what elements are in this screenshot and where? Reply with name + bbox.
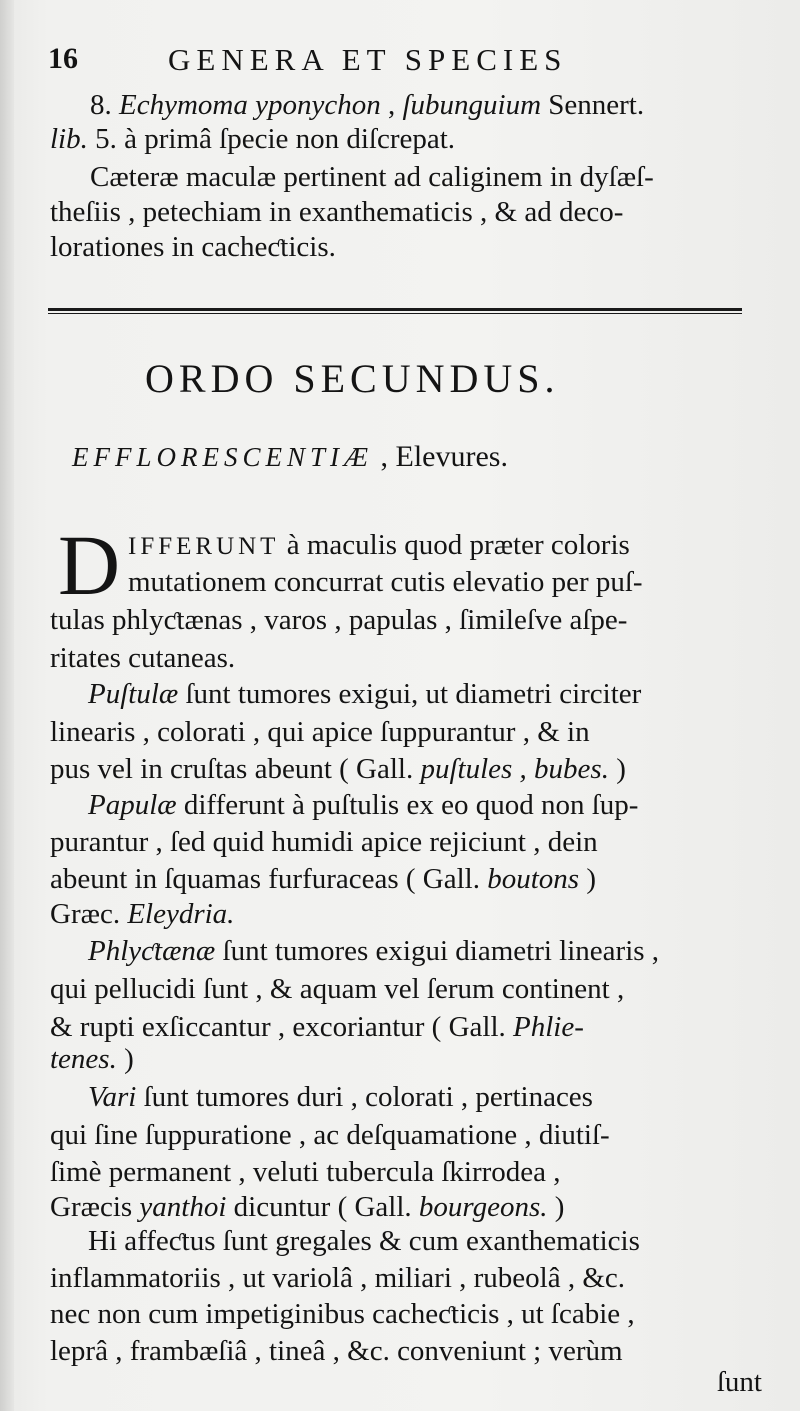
section-subtitle [72, 440, 508, 474]
page-number: 16 [48, 42, 78, 75]
subtitle-french: , Elevures. [373, 440, 508, 473]
text-line: pus vel in cruſtas abeunt ( Gall. puſtules , bubes. ) [50, 753, 626, 785]
text-line: lorationes in cacheƈticis. [50, 231, 336, 263]
text-line: purantur , ſed quid humidi apice rejiciunt , dein [50, 826, 598, 858]
running-title: GENERA ET SPECIES [168, 42, 568, 77]
text-line: linearis , colorati , qui apice ſuppurantur , & in [50, 716, 590, 748]
catchword: ſunt [716, 1366, 762, 1398]
text-line: abeunt in ſquamas furfuraceas ( Gall. boutons ) [50, 863, 597, 895]
text-line: tulas phlyƈtænas , varos , papulas , ſimileſve aſpe- [50, 604, 628, 636]
text-line: Cæteræ maculæ pertinent ad caliginem in dyſæſ- [90, 161, 654, 193]
text-line: Vari ſunt tumores duri , colorati , pertinaces [88, 1081, 593, 1113]
page-edge-shadow [0, 0, 14, 1411]
section-title: ORDO SECUNDUS. [145, 356, 560, 401]
text-line: Puſtulæ ſunt tumores exigui, ut diametri circiter [88, 678, 642, 710]
text-line: tenes. ) [50, 1043, 134, 1075]
text-line: Hi affeƈtus ſunt gregales & cum exanthematicis [88, 1225, 640, 1257]
text-line: Phlyƈtænæ ſunt tumores exigui diametri linearis , [88, 935, 660, 967]
drop-cap: D [58, 517, 121, 613]
text-line: Græc. Eleydria. [50, 898, 235, 930]
text-line: inflammatoriis , ut variolâ , miliari , rubeolâ , &c. [50, 1262, 626, 1294]
section-divider-rule [48, 308, 742, 314]
running-head [48, 42, 760, 82]
text-line: Græcis yanthoi dicuntur ( Gall. bourgeons. ) [50, 1191, 565, 1223]
text-line: 8. Echymoma yponychon , ſubunguium Sennert. [90, 89, 645, 121]
text-line: qui ſine ſuppuratione , ac deſquamatione , diutiſ- [50, 1119, 610, 1151]
text-line: Papulæ differunt à puſtulis ex eo quod non ſup- [88, 789, 639, 821]
text-line: ritates cutaneas. [50, 642, 236, 674]
text-line: theſiis , petechiam in exanthematicis , & ad deco- [50, 196, 624, 228]
text-line: lib. 5. à primâ ſpecie non diſcrepat. [50, 123, 456, 155]
text-line: qui pellucidi ſunt , & aquam vel ſerum continent , [50, 973, 625, 1005]
text-line: IFFERUNT à maculis quod præter coloris [128, 529, 630, 561]
text-line: mutationem concurrat cutis elevatio per puſ- [128, 566, 643, 598]
text-line: leprâ , frambæſiâ , tineâ , &c. conveniunt ; verùm [50, 1335, 623, 1367]
text-line: ſimè permanent , veluti tubercula ſkirrodea , [50, 1156, 561, 1188]
text-line: & rupti exſiccantur , excoriantur ( Gall. Phlie- [50, 1011, 584, 1043]
text-line: nec non cum impetiginibus cacheƈticis , ut ſcabie , [50, 1298, 635, 1330]
subtitle-latin: EFFLORESCENTIÆ [72, 442, 374, 472]
